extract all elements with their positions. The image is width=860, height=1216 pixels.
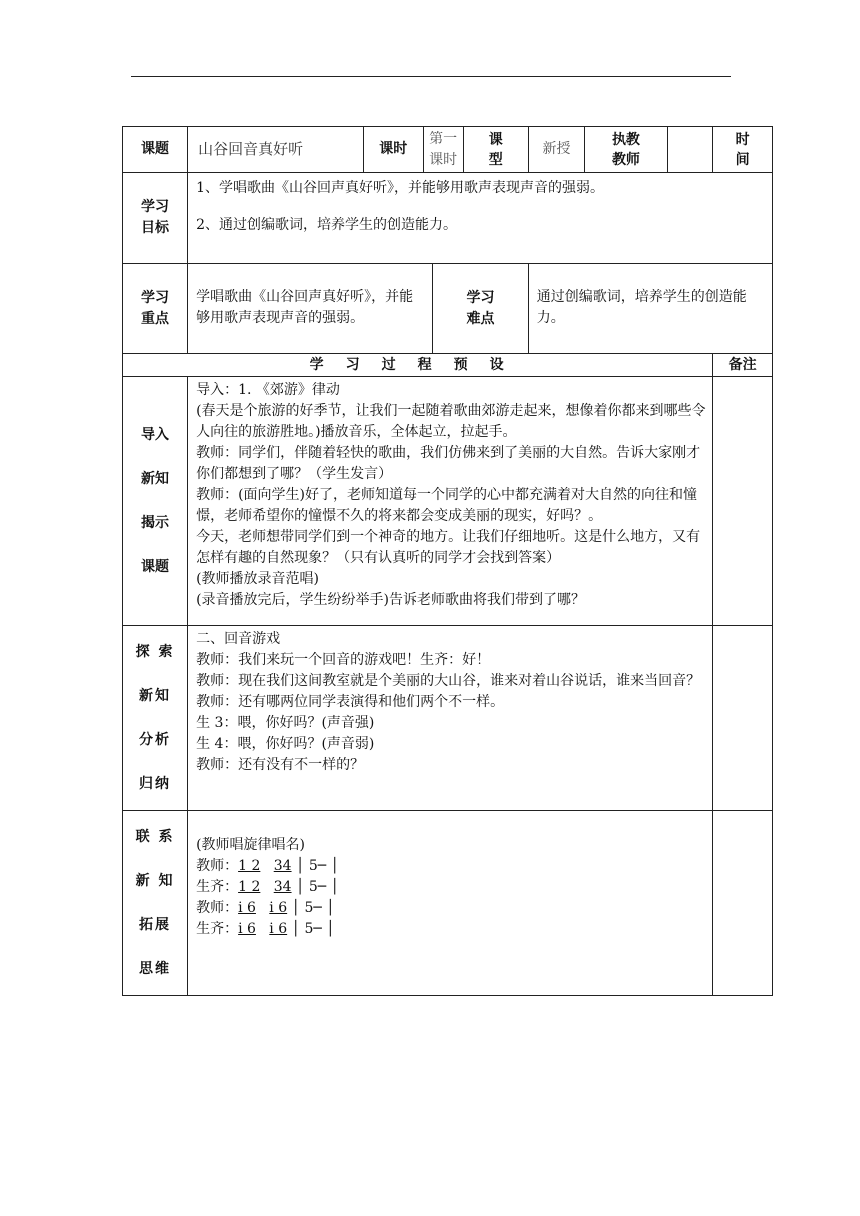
score-line: 生齐：1 2 34 │ 5─ │ [196, 879, 340, 895]
score-line: 生齐：i 6 i 6 │ 5─ │ [196, 921, 335, 937]
text-line: (春天是个旅游的好季节，让我们一起随着歌曲郊游走起来，想像着你都来到哪些令人向往的旅游胜地。)播放音乐，全体起立，拉起手。 [196, 403, 706, 440]
section-extend-content [188, 811, 713, 996]
section-extend-label: 联 系 新 知 拓展 思维 [123, 811, 188, 996]
text-line: 导入：1. 《郊游》律动 [196, 382, 340, 398]
text-line: 生 4：喂，你好吗？(声音弱) [196, 736, 375, 752]
text-line: 教师：还有没有不一样的？ [196, 757, 365, 773]
lesson-plan-table [122, 126, 773, 996]
section-explore-content [188, 626, 713, 811]
text-line: 教师：(面向学生)好了，老师知道每一个同学的心中都充满着对大自然的向往和憧憬，老师希望你的憧憬不久的将来都会变成美丽的现实，好吗？。 [196, 487, 698, 524]
section-extend-notes [713, 811, 773, 996]
text-line: 教师：我们来玩一个回音的游戏吧！生齐：好！ [196, 652, 491, 668]
period-value: 第一课时 [423, 127, 463, 173]
topic-value: 山谷回音真好听 [188, 127, 364, 173]
key-point-label: 学习 重点 [123, 264, 188, 354]
section-intro-notes [713, 377, 773, 626]
teacher-value [667, 127, 713, 173]
difficulty-label: 学习 难点 [433, 264, 528, 354]
process-header-row [123, 354, 773, 377]
text-line: 今天，老师想带同学们到一个神奇的地方。让我们仔细地听。这是什么地方，又有怎样有趣的自然现象？（只有认真听的同学才会找到答案） [196, 529, 701, 566]
text-line: (教师播放录音范唱) [196, 571, 320, 587]
section-intro-label: 导入 新知 揭示 课题 [123, 377, 188, 626]
text-line: 教师：现在我们这间教室就是个美丽的大山谷，谁来对着山谷说话，谁来当回音？教师：还有哪两位同学表演得和他们两个不一样。 [196, 673, 701, 710]
section-intro-row [123, 377, 773, 626]
goals-label: 学习 目标 [123, 173, 188, 264]
header-rule [131, 76, 731, 77]
time-label: 时 间 [713, 127, 773, 173]
teacher-label: 执教 教师 [585, 127, 667, 173]
difficulty-text: 通过创编歌词，培养学生的创造能力。 [528, 264, 772, 354]
process-title: 学习过程预设 [123, 354, 713, 377]
goal-item: 1、学唱歌曲《山谷回声真好听》，并能够用歌声表现声音的强弱。 [196, 180, 604, 196]
section-explore-notes [713, 626, 773, 811]
section-explore-label: 探 索 新知 分析 归纳 [123, 626, 188, 811]
type-label: 课 型 [463, 127, 528, 173]
key-point-text: 学唱歌曲《山谷回声真好听》，并能够用歌声表现声音的强弱。 [188, 264, 433, 354]
text-line: 二、回音游戏 [196, 631, 281, 647]
header-row [123, 127, 773, 173]
notes-label: 备注 [713, 354, 773, 377]
section-intro-content [188, 377, 713, 626]
score-line: 教师：i 6 i 6 │ 5─ │ [196, 900, 335, 916]
type-value: 新授 [528, 127, 584, 173]
text-line: (教师唱旋律唱名) [196, 837, 306, 853]
goals-content [188, 173, 773, 264]
text-line: 生 3：喂，你好吗？(声音强) [196, 715, 375, 731]
period-label: 课时 [363, 127, 423, 173]
goal-item: 2、通过创编歌词，培养学生的创造能力。 [196, 217, 457, 233]
topic-label: 课题 [123, 127, 188, 173]
score-line: 教师：1 2 34 │ 5─ │ [196, 858, 340, 874]
goals-row [123, 173, 773, 264]
section-explore-row [123, 626, 773, 811]
section-extend-row [123, 811, 773, 996]
focus-row [123, 264, 773, 354]
text-line: 教师：同学们，伴随着轻快的歌曲，我们仿佛来到了美丽的大自然。告诉大家刚才你们都想到了哪？（学生发言） [196, 445, 701, 482]
text-line: (录音播放完后，学生纷纷举手)告诉老师歌曲将我们带到了哪？ [196, 592, 586, 608]
